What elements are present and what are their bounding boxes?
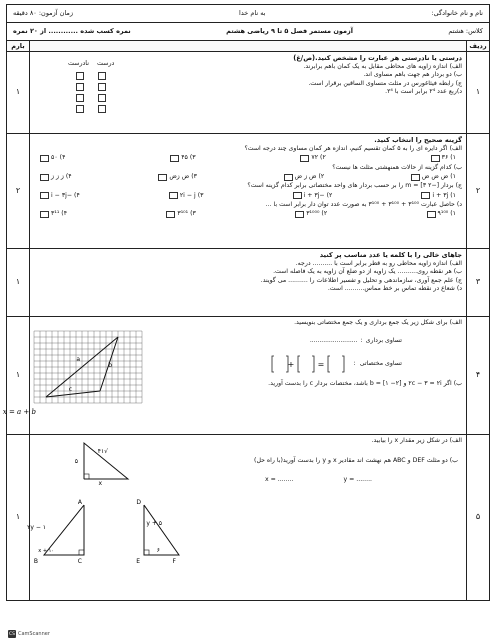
q2-d-box2[interactable] (295, 211, 304, 218)
q1-mark: ۱ (7, 52, 30, 134)
q2-a-opt4: ۴) ۵۰ (51, 154, 66, 162)
duration: زمان آزمون: ۸۰ دقیقه (13, 9, 74, 18)
coord-sum-label: تساوی مختصاتی (359, 359, 402, 367)
q2-a-options (34, 154, 462, 162)
q2-d-opt3: ۳) ۳¹⁰¹ (177, 210, 196, 218)
q2-a-box3[interactable] (170, 155, 179, 162)
tri-a-hyp: √۴۱ (97, 448, 108, 455)
q2-title: گزینه صحیح را انتخاب کنید. (374, 136, 462, 144)
q3-item-a: الف) اندازه زاویه محاطی رو به قطر برابر است با .......... درجه. (295, 259, 462, 267)
q2-c-box2[interactable] (293, 192, 302, 199)
q1-number: ۱ (467, 52, 490, 134)
q4-a-text: الف) برای شکل زیر یک جمع برداری و یک جمع مختصاتی بنویسید. (294, 319, 462, 326)
false-label: نادرست (68, 60, 89, 67)
vector-grid (2, 331, 142, 417)
true-label: درست (96, 60, 115, 67)
checkbox-d-false[interactable] (76, 105, 84, 113)
checkbox-d-true[interactable] (98, 105, 106, 113)
q3-item-c: ج) علم جمع آوری، سازماندهی و تحلیل و تفسیر اطلاعات را .......... می گویند. (260, 276, 462, 284)
name-label: نام و نام خانوادگی: (431, 9, 483, 18)
checkbox-b-true[interactable] (98, 83, 106, 91)
q2-a-opt3: ۳) ۴۵ (181, 154, 196, 162)
q1-title: درستی یا نادرستی هر عبارت را مشخص کنید.(ص/غ) (293, 54, 462, 62)
tri1-side: ۲y − ۱ (27, 524, 46, 531)
checkbox-a-true[interactable] (98, 72, 106, 80)
congruent-triangles-figure (27, 497, 184, 567)
checkbox-c-true[interactable] (98, 94, 106, 102)
q2-b-options (34, 173, 462, 181)
vector-sum-label: تساوی برداری (365, 337, 402, 345)
vertex-D: D (136, 499, 141, 506)
camscanner-footer (8, 630, 50, 638)
tri1-base: x + ۱۰ (38, 548, 54, 554)
q2-a-box1[interactable] (431, 155, 440, 162)
true-false-grid (68, 58, 114, 113)
checkbox-a-false[interactable] (76, 72, 84, 80)
q3-number: ۳ (467, 249, 490, 317)
vertex-B: B (33, 558, 38, 565)
x-answer: x = ........ (264, 475, 294, 483)
score-col-header: بارم (7, 41, 30, 52)
q2-d-box4[interactable] (40, 211, 49, 218)
q3-mark: ۱ (7, 249, 30, 317)
vertex-A: A (77, 499, 82, 506)
q5-mark: ۱ (7, 435, 30, 601)
q2-b-text: ب) کدام گزینه از حالات همنهشتی مثلث ها نیست؟ (332, 163, 462, 171)
vertex-F: F (172, 558, 176, 565)
q2-d-options (34, 210, 462, 218)
checkbox-b-false[interactable] (76, 83, 84, 91)
vertex-E: E (136, 558, 140, 565)
q2-c-box1[interactable] (421, 192, 430, 199)
q1-item-a: الف) اندازه زاویه های محاطی مقابل به یک کمان باهم برابرند. (303, 62, 462, 70)
svg-text:+: + (287, 359, 295, 369)
q2-mark: ۲ (7, 134, 30, 249)
q2-a-box4[interactable] (40, 155, 49, 162)
checkbox-c-false[interactable] (76, 94, 84, 102)
q2-b-box2[interactable] (284, 174, 293, 181)
q2-a-opt1: ۱) ۳۶ (441, 154, 456, 162)
q2-d-opt1: ۱) ۹¹⁰⁰ (437, 210, 456, 218)
vec-label-c: c (68, 386, 72, 393)
vector-eq-caption: x = a + b (2, 408, 36, 416)
q2-c-opt1: ۱) i + ۳j (432, 191, 456, 199)
q2-c-opt3: ۳) ۲i − j (179, 191, 204, 199)
q2-a-box2[interactable] (300, 155, 309, 162)
exam-title: آزمون مستمر فصل ۵ تا ۹ ریاضی هشتم (226, 27, 353, 36)
svg-text:=: = (317, 359, 325, 369)
q2-b-opt2: ۲) ض ز ض (294, 172, 325, 180)
god-name: به نام خدا (239, 9, 266, 18)
q3-item-b: ب) هر نقطه روی.......... یک زاویه از دو ضلع آن زاویه به یک فاصله است. (273, 268, 462, 276)
q5-a-text: الف) در شکل زیر مقدار x را بیابید. (371, 437, 462, 444)
q2-d-opt4: ۴) ۳¹¹ (51, 210, 68, 218)
q2-c-box4[interactable] (40, 192, 49, 199)
q2-b-opt3: ۳) ض زض (169, 172, 197, 180)
camscanner-logo-icon: CS (9, 631, 15, 637)
q5-number: ۵ (467, 435, 490, 601)
q2-d-box3[interactable] (166, 211, 175, 218)
vertex-C: C (77, 558, 82, 565)
q2-d-opt2: ۲) ۳¹⁰⁰⁰ (306, 210, 328, 218)
q2-number: ۲ (467, 134, 490, 249)
q2-b-opt1: ۱) ض ض ض (421, 172, 456, 180)
q2-c-opt2: ۲) −i + ۳j (303, 191, 333, 199)
q3-title: جاهای خالی را با کلمه یا عدد مناسب پر کنید (319, 251, 462, 259)
q2-c-text: ج) بردار [−۲ ۳] = m را بر حسب بردار های واحد مختصاتی برابر کدام گزینه است؟ (247, 182, 462, 190)
q2-c-opt4: ۴) −i − ۳j (51, 191, 80, 199)
q4-mark: ۱ (7, 317, 30, 435)
tri2-side: y + ۵ (146, 520, 162, 527)
triangle-a-figure (74, 439, 138, 487)
q1-item-b: ب) دو بردار هم جهت باهم مساوی اند. (363, 71, 462, 79)
q2-a-opt2: ۲) ۷۲ (311, 154, 326, 162)
tri-a-base: x (98, 480, 102, 487)
camscanner-brand: CamScanner (18, 631, 50, 637)
q2-b-box4[interactable] (40, 174, 49, 181)
vector-grid-figure (2, 331, 142, 417)
exam-table: نام و نام خانوادگی: به نام خدا زمان آزمون: ۸۰ دقیقه کلاس: هشتم آزمون مستمر فصل ۵ تا ۹ ریاضی هشتم نمره کسب شده ............ از ۲۰ نمره ردیف بارم ۱ درستی یا نادرستی هر عبارت را مشخص کنید.(ص/غ) الف) اندازه زاویه های محاطی مقابل به یک کمان باهم برابرند. ب) دو بردار هم جهت باهم مساوی اند. ج) رابطه فیثاغورس در مثلث متساوی الساقین برقرار است. د)ربع عدد ۲⁴ برابر است با ۲⁴. درست نادرست ۱ ۲ گزینه صحیح را انتخاب کنید. الف) اگر دایره ای را به ۵ کمان تقسیم کنیم، اندازه هر کمان مساوی چند درجه است؟ ۱) ۳۶ ۲) ۷۲ ۳) ۴۵ ۴) ۵۰ ب) کدام گزینه از حالات همنهشتی مثلث ها نیست؟ ۱) ض ض ض ۲) ض ز ض ۳) ض زض ۴) ز ز ز ج) بردار [−۲ ۳] = m را بر حسب بردار های واحد مختصاتی برابر کدام گزینه است؟ ۱) i + ۳j ۲) −i + ۳j ۳) ۲i − j ۴) −i − ۳j د) حاصل عبارت ۳¹⁰⁰ + ۳¹⁰⁰ + ۳¹⁰⁰ به صورت عدد توان دار برابر است با ... ۱) ۹¹⁰⁰ ۲) ۳¹⁰⁰⁰ ۳) ۳¹⁰¹ ۴) ۳¹¹ ۲ ۳ جاهای خالی را با کلمه یا عدد مناسب پر کنید الف) اندازه زاویه محاطی رو به قطر برابر است با .......... درجه. ب) هر نقطه روی.......... یک زاویه از دو ضلع آن زاویه به یک فاصله است. ج) علم جمع آوری، سازماندهی و تحلیل و تفسیر اطلاعات را .......... می گویند. د) شعاع در نقطه تماس بر خط مماس.......... است. ۱ ۴ الف) برای شکل زیر یک جمع برداری و یک جمع مختصاتی بنویسید. تساوی برداری : ......................... تساوی مختصاتی : + = ب) اگر ۲c − ۳ = ۲i و b = [۱ −۲] باشد، مختصات بردار c را بدست آورید. a b c x = a + b ۱ ۵ الف) در شکل زیر مقدار x را بیابید. ب) دو مثلث DEF و ABC هم نهشت اند مقادیر x و y را بدست آورید(با راه حل) x = ........ y = ........ √۴۱ ۵ x A B C ۲y − ۱ x + ۱۰ D E F y + ۵ ۶ ۱ (6, 4, 490, 601)
q2-c-options (34, 192, 462, 200)
q1-item-c: ج) رابطه فیثاغورس در مثلث متساوی الساقین برقرار است. (308, 79, 462, 87)
q5-b-text: ب) دو مثلث DEF و ABC هم نهشت اند مقادیر x و y را بدست آورید(با راه حل) (254, 457, 458, 465)
q4-number: ۴ (467, 317, 490, 435)
q2-b-box3[interactable] (158, 174, 167, 181)
row-col-header: ردیف (467, 41, 490, 52)
q1-item-d: د)ربع عدد ۲⁴ برابر است با ۲⁴. (385, 87, 462, 95)
q2-d-box1[interactable] (427, 211, 436, 218)
q2-a-text: الف) اگر دایره ای را به ۵ کمان تقسیم کنیم، اندازه هر کمان مساوی چند درجه است؟ (244, 144, 462, 152)
score-label: نمره کسب شده ............ از ۲۰ نمره (13, 27, 131, 36)
class-label: کلاس: هشتم (448, 27, 483, 36)
q2-c-box3[interactable] (169, 192, 178, 199)
coordinate-brackets (270, 354, 350, 374)
tri2-base: ۶ (156, 547, 160, 554)
q2-b-opt4: ۴) ز ز ز (51, 172, 72, 180)
vec-label-a: a (76, 356, 80, 363)
q4-b-text: ب) اگر ۲c − ۳ = ۲i و b = [۱ −۲] باشد، مختصات بردار c را بدست آورید. (268, 379, 462, 387)
q3-item-d: د) شعاع در نقطه تماس بر خط مماس.......... است. (327, 284, 462, 292)
vec-label-b: b (108, 362, 112, 369)
q2-b-box1[interactable] (411, 174, 420, 181)
tri-a-side: ۵ (74, 458, 78, 465)
q2-d-text: د) حاصل عبارت ۳¹⁰⁰ + ۳¹⁰⁰ + ۳¹⁰⁰ به صورت عدد توان دار برابر است با ... (265, 201, 462, 209)
y-answer: y = ........ (343, 475, 372, 483)
